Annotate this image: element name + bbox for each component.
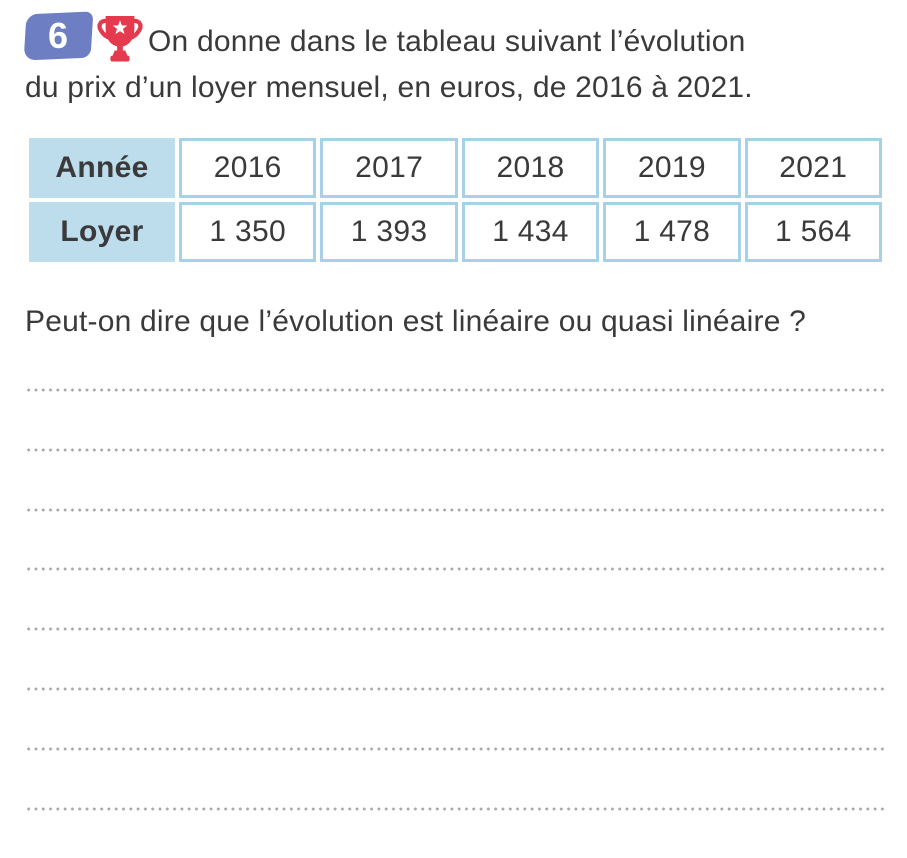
year-row	[29, 138, 882, 198]
rent-row	[29, 202, 882, 262]
intro-text-line2: du prix d’un loyer mensuel, en euros, de 2016 à 2021.	[25, 71, 753, 104]
exercise-number: 6	[48, 15, 69, 56]
answer-area	[25, 388, 886, 811]
row-header-cell: Année	[29, 138, 175, 198]
answer-line	[25, 807, 886, 811]
year-cell: 2016	[179, 138, 316, 198]
exercise-header	[25, 10, 886, 64]
year-cell: 2019	[603, 138, 740, 198]
answer-line	[25, 388, 886, 392]
rent-cell: 1 393	[320, 202, 457, 262]
intro-text-line1: On donne dans le tableau suivant l’évolution	[148, 25, 746, 58]
rent-cell: 1 350	[179, 202, 316, 262]
answer-line	[25, 747, 886, 751]
answer-line	[25, 627, 886, 631]
answer-line	[25, 508, 886, 512]
exercise-number-badge	[24, 11, 94, 60]
year-cell: 2018	[462, 138, 599, 198]
trophy-icon	[97, 12, 143, 64]
answer-line	[25, 567, 886, 571]
year-cell: 2017	[320, 138, 457, 198]
rent-cell: 1 564	[745, 202, 882, 262]
row-header-cell: Loyer	[29, 202, 175, 262]
year-cell: 2021	[745, 138, 882, 198]
rent-table-body	[29, 138, 882, 262]
answer-line	[25, 687, 886, 691]
rent-table	[25, 134, 886, 266]
rent-cell: 1 434	[462, 202, 599, 262]
question-text: Peut-on dire que l’évolution est linéaire ou quasi linéaire ?	[25, 305, 807, 338]
answer-line	[25, 448, 886, 452]
rent-cell: 1 478	[603, 202, 740, 262]
